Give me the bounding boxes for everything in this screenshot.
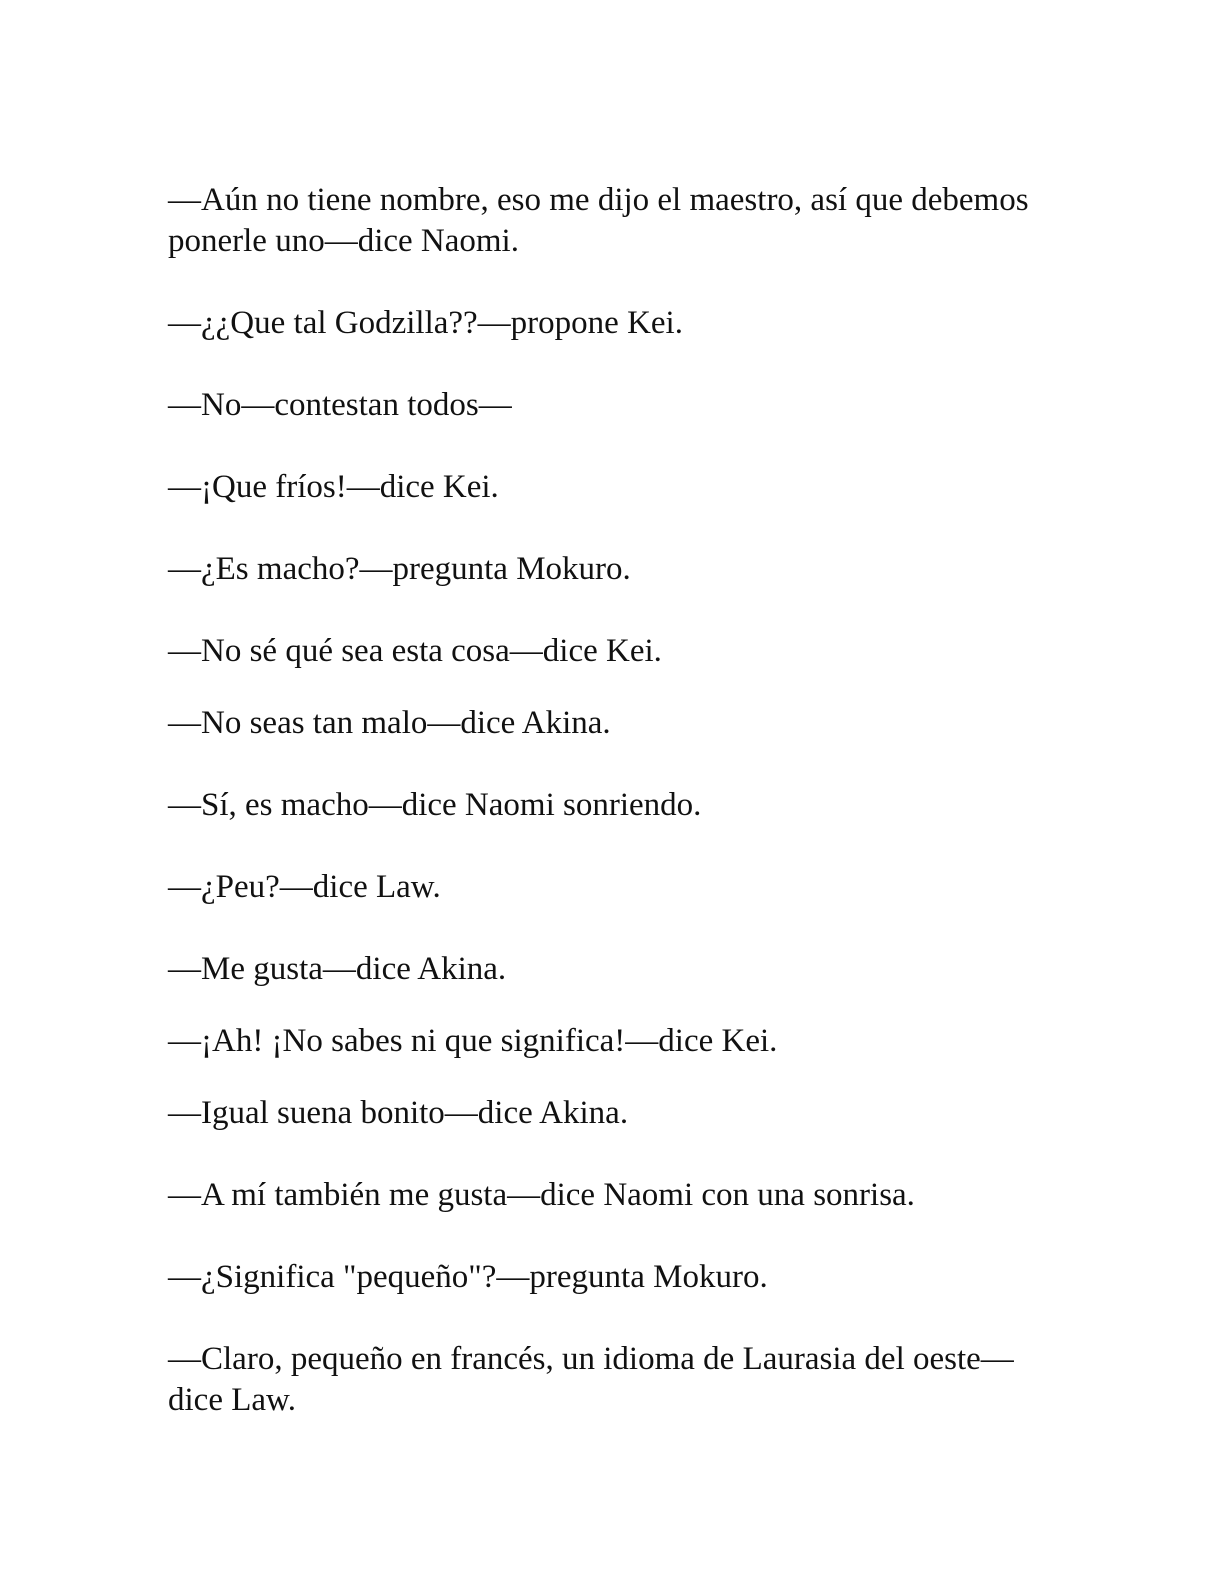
paragraph-14: —¿Significa "pequeño"?—pregunta Mokuro. [168, 1259, 768, 1295]
paragraph-15: —Claro, pequeño en francés, un idioma de Laurasia del oeste—dice Law. [168, 1341, 1014, 1418]
paragraph-2: —¿¿Que tal Godzilla??—propone Kei. [168, 305, 683, 341]
paragraph-3: —No—contestan todos— [168, 387, 512, 423]
paragraph-7: —No seas tan malo—dice Akina. [168, 705, 611, 741]
paragraph-12: —Igual suena bonito—dice Akina. [168, 1095, 629, 1131]
paragraph-13: —A mí también me gusta—dice Naomi con una sonrisa. [168, 1177, 915, 1213]
paragraph-8: —Sí, es macho—dice Naomi sonriendo. [168, 787, 702, 823]
paragraph-5: —¿Es macho?—pregunta Mokuro. [168, 551, 631, 587]
paragraph-11: —¡Ah! ¡No sabes ni que significa!—dice Kei. [168, 1023, 778, 1059]
paragraph-4: —¡Que fríos!—dice Kei. [168, 469, 499, 505]
paragraph-6: —No sé qué sea esta cosa—dice Kei. [168, 633, 662, 669]
paragraph-10: —Me gusta—dice Akina. [168, 951, 507, 987]
paragraph-9: —¿Peu?—dice Law. [168, 869, 441, 905]
paragraph-1: —Aún no tiene nombre, eso me dijo el maestro, así que debemos ponerle uno—dice Naomi. [168, 182, 1029, 259]
dialogue-text [168, 180, 1048, 1421]
